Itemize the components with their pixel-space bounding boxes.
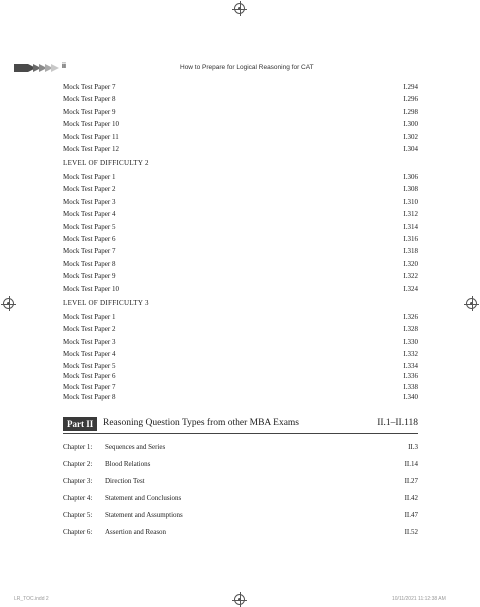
toc-entry-title: Mock Test Paper 2	[63, 185, 116, 194]
toc-entry-page: I.316	[403, 234, 418, 243]
toc-entry-title: Mock Test Paper 12	[63, 144, 119, 153]
toc-entry-title: Mock Test Paper 11	[63, 132, 119, 141]
toc-entry-title: Mock Test Paper 5	[63, 222, 116, 231]
chapter-title: Blood Relations	[105, 460, 151, 468]
toc-entry-title: Mock Test Paper 3	[63, 197, 116, 206]
toc-entry-page: I.300	[403, 120, 418, 129]
toc-entry[interactable]	[63, 311, 418, 323]
toc-entry-title: Mock Test Paper 8	[63, 95, 116, 104]
toc-entry-page: I.312	[403, 210, 418, 219]
toc-entry-title: Mock Test Paper 1	[63, 173, 116, 181]
chapter-list	[63, 439, 418, 541]
registration-mark-icon	[466, 298, 477, 309]
toc-entry[interactable]	[63, 382, 418, 393]
toc-entry[interactable]	[63, 258, 418, 270]
chapter-title: Statement and Conclusions	[105, 494, 182, 502]
toc-entry-page: I.310	[403, 197, 418, 206]
toc-entry-title: Mock Test Paper 6	[63, 372, 116, 381]
toc-entry[interactable]	[63, 93, 418, 105]
chapter-page: II.42	[404, 494, 418, 502]
chapter-entry[interactable]	[63, 439, 418, 456]
toc-entry-page: I.334	[403, 361, 418, 370]
toc-list-level-2	[63, 171, 418, 295]
registration-mark-icon	[234, 3, 245, 14]
toc-entry[interactable]	[63, 143, 418, 155]
chapter-page: II.27	[404, 477, 418, 485]
toc-entry-title: Mock Test Paper 8	[63, 259, 116, 268]
toc-entry[interactable]	[63, 348, 418, 360]
part-title: Reasoning Question Types from other MBA Exams	[103, 418, 300, 428]
toc-entry-title: Mock Test Paper 9	[63, 272, 116, 281]
toc-entry-page: I.332	[403, 350, 418, 359]
book-title: How to Prepare for Logical Reasoning for CAT	[180, 64, 314, 71]
toc-entry-page: I.318	[403, 247, 418, 256]
toc-list-top	[63, 81, 418, 155]
toc-entry-page: I.340	[403, 393, 418, 402]
toc-entry-title: Mock Test Paper 7	[63, 83, 116, 91]
toc-entry-page: I.294	[403, 83, 418, 91]
toc-entry[interactable]	[63, 118, 418, 130]
part-page-range: II.1–II.118	[377, 418, 418, 428]
chapter-number: Chapter 6:	[63, 528, 93, 536]
toc-entry-page: I.320	[403, 259, 418, 268]
print-slug-file: LR_TOC.indd 2	[14, 596, 49, 602]
section-heading-level-2: LEVEL OF DIFFICULTY 2	[63, 159, 149, 167]
chapter-title: Assertion and Reason	[105, 528, 167, 536]
registration-mark-icon	[3, 298, 14, 309]
toc-entry[interactable]	[63, 245, 418, 257]
print-slug-timestamp: 10/11/2021 11:12:38 AM	[392, 596, 446, 602]
toc-entry-page: I.308	[403, 185, 418, 194]
chapter-page: II.3	[408, 443, 418, 451]
toc-entry[interactable]	[63, 131, 418, 143]
toc-entry-page: I.298	[403, 107, 418, 116]
registration-mark-icon	[234, 594, 245, 605]
part-label: Part II	[63, 417, 97, 431]
chevron-arrows-icon	[14, 63, 60, 73]
chapter-number: Chapter 1:	[63, 443, 93, 451]
chapter-page: II.14	[404, 460, 418, 468]
toc-entry-title: Mock Test Paper 4	[63, 350, 116, 359]
part-heading	[63, 416, 418, 432]
toc-entry-title: Mock Test Paper 10	[63, 120, 119, 129]
toc-entry-page: I.304	[403, 144, 418, 153]
chapter-entry[interactable]	[63, 456, 418, 473]
toc-entry-title: Mock Test Paper 9	[63, 107, 116, 116]
toc-entry-title: Mock Test Paper 10	[63, 284, 119, 293]
chapter-number: Chapter 3:	[63, 477, 93, 485]
toc-entry-page: I.338	[403, 382, 418, 391]
chapter-entry[interactable]	[63, 524, 418, 541]
toc-entry[interactable]	[63, 208, 418, 220]
toc-entry-title: Mock Test Paper 7	[63, 382, 116, 391]
chapter-title: Direction Test	[105, 477, 145, 485]
toc-entry-page: I.306	[403, 173, 418, 181]
toc-entry-title: Mock Test Paper 1	[63, 313, 116, 321]
toc-entry-title: Mock Test Paper 3	[63, 337, 116, 346]
toc-entry-title: Mock Test Paper 4	[63, 210, 116, 219]
chapter-page: II.47	[404, 511, 418, 519]
section-heading-level-3: LEVEL OF DIFFICULTY 3	[63, 299, 149, 307]
chapter-number: Chapter 4:	[63, 494, 93, 502]
chapter-entry[interactable]	[63, 507, 418, 524]
chapter-title: Sequences and Series	[105, 443, 166, 451]
toc-entry-title: Mock Test Paper 2	[63, 325, 116, 334]
chapter-title: Statement and Assumptions	[105, 511, 183, 519]
toc-entry[interactable]	[63, 106, 418, 118]
toc-entry-title: Mock Test Paper 5	[63, 361, 116, 370]
toc-entry-page: I.314	[403, 222, 418, 231]
toc-entry[interactable]	[63, 81, 418, 93]
toc-entry-title: Mock Test Paper 6	[63, 234, 116, 243]
chapter-page: II.52	[404, 528, 418, 536]
toc-entry-page: I.302	[403, 132, 418, 141]
toc-entry-page: I.296	[403, 95, 418, 104]
toc-entry[interactable]	[63, 233, 418, 245]
toc-entry-page: I.330	[403, 337, 418, 346]
page-number: ii	[62, 63, 66, 70]
toc-entry[interactable]	[63, 361, 418, 372]
toc-entry-title: Mock Test Paper 7	[63, 247, 116, 256]
toc-entry-page: I.328	[403, 325, 418, 334]
toc-entry[interactable]	[63, 283, 418, 295]
toc-entry-page: I.326	[403, 313, 418, 321]
part-divider	[63, 433, 418, 434]
toc-list-level-3	[63, 311, 418, 403]
toc-entry[interactable]	[63, 323, 418, 335]
chapter-number: Chapter 2:	[63, 460, 93, 468]
chapter-entry[interactable]	[63, 490, 418, 507]
toc-entry-title: Mock Test Paper 8	[63, 393, 116, 402]
toc-entry[interactable]	[63, 392, 418, 403]
toc-entry-page: I.336	[403, 372, 418, 381]
toc-entry[interactable]	[63, 183, 418, 195]
toc-entry[interactable]	[63, 221, 418, 233]
toc-entry[interactable]	[63, 196, 418, 208]
running-header	[14, 63, 434, 75]
chapter-number: Chapter 5:	[63, 511, 93, 519]
chapter-entry[interactable]	[63, 473, 418, 490]
toc-entry[interactable]	[63, 336, 418, 348]
toc-entry[interactable]	[63, 270, 418, 282]
toc-entry-page: I.322	[403, 272, 418, 281]
toc-entry[interactable]	[63, 171, 418, 183]
toc-entry-page: I.324	[403, 284, 418, 293]
toc-entry[interactable]	[63, 371, 418, 382]
